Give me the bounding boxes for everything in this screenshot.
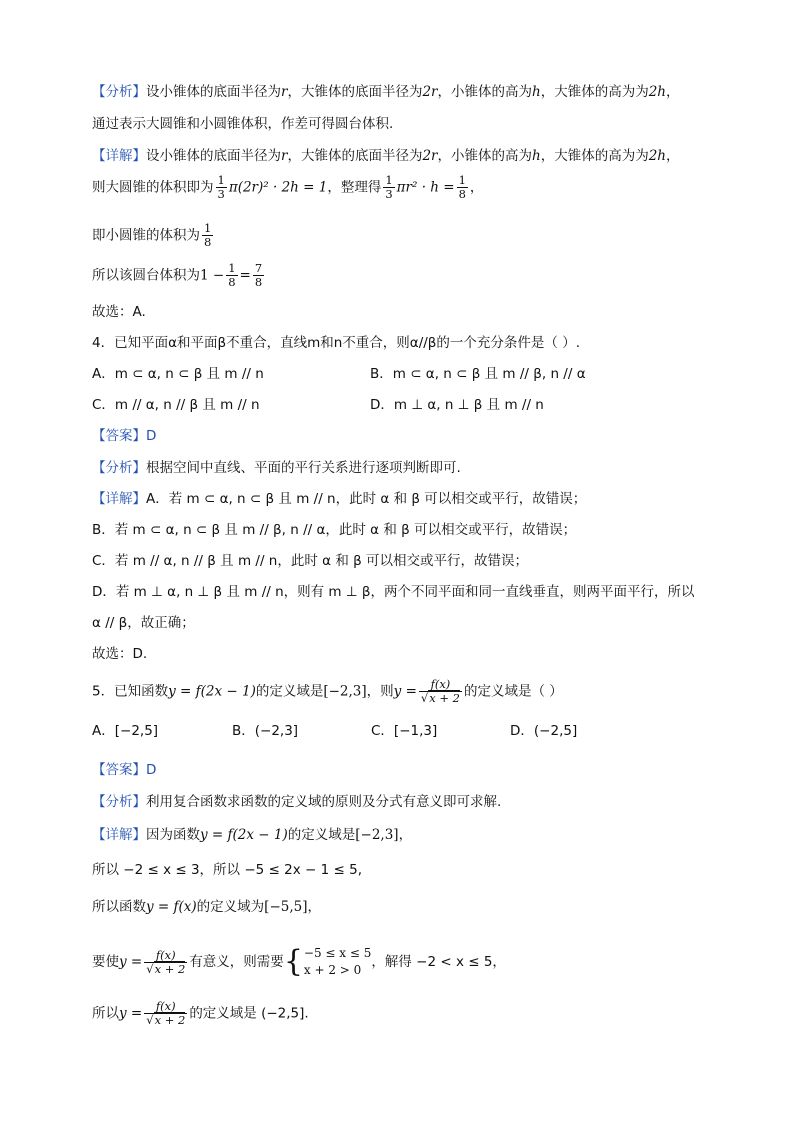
inequality-system (304, 945, 371, 979)
q5-detail4-prefix: 要使 (92, 954, 119, 970)
q3-detail-line4-text: 所以该圆台体积为 (92, 267, 200, 284)
q5-detail3-end: ， (307, 899, 321, 915)
q4-detail-a (92, 489, 586, 509)
var-h: h (532, 148, 541, 164)
q3-detail-text: 设小锥体的底面半径为 (146, 148, 281, 164)
q5-function: y = f(2x − 1) (168, 683, 256, 700)
q5-y: y = (119, 954, 143, 970)
q4-analysis-text: 根据空间中直线、平面的平行关系进行逐项判断即可. (146, 460, 461, 476)
fraction-one-third: $\frac{1}{3}$ (217, 173, 225, 201)
fraction-one-third: $\frac{1}{3}$ (385, 173, 393, 201)
q4-option-c: C．m // α, n // β 且 m // n (92, 397, 260, 413)
analysis-tag: 【分析】 (92, 794, 146, 810)
analysis-tag: 【分析】 (92, 84, 146, 100)
var-2r: 2r (422, 84, 438, 100)
q3-detail-line2-mid: ，整理得 (327, 179, 382, 196)
q3-analysis-line (92, 82, 680, 102)
q5-detail-4 (92, 945, 506, 979)
q5-detail1-end: ， (398, 827, 413, 843)
q5-domain: [−2,3] (355, 827, 399, 843)
q4-detail-d: D．若 m ⊥ α, n ⊥ β 且 m // n，则有 m ⊥ β，两个不同平面和同一直线垂直，则两平面平行，所以 (92, 584, 695, 600)
q5-detail-2: 所以 −2 ≤ x ≤ 3，所以 −5 ≤ 2x − 1 ≤ 5, (92, 862, 362, 878)
q4-option-a: A．m ⊂ α, n ⊂ β 且 m // n (92, 366, 264, 382)
var-2r: 2r (422, 148, 438, 164)
var-r: r (281, 148, 288, 164)
fraction-fx-sqrt: $\frac{f(x)}{√x + 2}$ (146, 999, 186, 1027)
q3-detail-line2: 则大圆锥的体积即为 $\frac{1}{3}$ π(2r)² · 2h = 1，整理得 $\frac{1}{3}$ πr² · h = $\frac{1}{8}$ ， (92, 173, 484, 201)
fraction-denominator: x + 2 (154, 961, 186, 976)
q3-detail-mid3: ，大锥体的高为为 (540, 148, 649, 164)
q5-detail3-domain: [−5,5] (264, 899, 308, 915)
fraction-denominator: x + 2 (154, 1013, 186, 1027)
q4-stem: 4．已知平面α和平面β不重合，直线m和n不重合，则α//β的一个充分条件是（ ）. (92, 335, 581, 351)
fraction-fx-sqrt: $\frac{f(x)}{√x + 2}$ (146, 947, 186, 976)
q3-detail-line3 (92, 222, 215, 249)
detail-tag: 【详解】 (92, 148, 146, 164)
fraction-fx-sqrt: $\frac{f(x)}{√x + 2}$ (420, 677, 460, 705)
q3-detail-line3-text: 即小圆锥的体积为 (92, 227, 200, 244)
q3-detail-mid2: ，小锥体的高为 (437, 148, 533, 164)
q5-detail4-end: ，解得 −2 < x ≤ 5， (371, 954, 506, 970)
q4-choose: 故选：D. (92, 646, 148, 662)
small-cone-expr: πr² · h = (396, 179, 455, 196)
var-r: r (281, 84, 288, 100)
fraction-denominator: x + 2 (429, 691, 460, 705)
q5-option-b: B．(−2,3] (232, 723, 299, 739)
q5-analysis (92, 792, 501, 812)
q5-detail1-prefix: 因为函数 (146, 827, 200, 843)
system-line-2: x + 2 > 0 (303, 963, 362, 977)
detail-tag: 【详解】 (92, 491, 146, 507)
fraction-one-eighth: $\frac{1}{8}$ (228, 261, 236, 289)
q5-detail3-mid: 的定义域为 (196, 899, 265, 915)
q5-y: y = (119, 1005, 143, 1022)
q5-stem-mid: 的定义域是 (255, 683, 324, 700)
var-2h: 2h (648, 148, 667, 164)
q5-domain: [−2,3] (323, 683, 367, 700)
q5-detail-3 (92, 897, 321, 917)
fraction-numerator: f(x) (144, 949, 187, 963)
analysis-tag: 【分析】 (92, 460, 146, 476)
q5-stem-end: 的定义域是（ ） (463, 683, 563, 700)
q3-detail-line4: 所以该圆台体积为1 − $\frac{1}{8}$ = $\frac{7}{8}$ (92, 261, 263, 289)
q3-analysis-mid3: ，大锥体的高为为 (540, 84, 649, 100)
big-cone-volume-expr: π(2r)² · 2h = 1 (228, 179, 328, 196)
fraction-numerator: f(x) (419, 678, 462, 692)
q5-detail-1 (92, 825, 412, 845)
var-2h: 2h (648, 84, 667, 100)
q3-analysis-mid2: ，小锥体的高为 (437, 84, 533, 100)
fraction-one-eighth: $\frac{1}{8}$ (204, 221, 212, 249)
q5-option-a: A．[−2,5] (92, 723, 159, 739)
answer-text: 【答案】D (92, 428, 157, 444)
answer-text: 【答案】D (92, 762, 157, 778)
q3-detail-mid1: ，大锥体的底面半径为 (287, 148, 423, 164)
fraction-one-eighth: $\frac{1}{8}$ (458, 173, 466, 201)
q3-analysis-line2: 通过表示大圆锥和小圆锥体积，作差可得圆台体积. (92, 116, 394, 132)
q5-stem-mid2: ，则 (366, 683, 394, 700)
q5-stem-prefix: 5．已知函数 (92, 683, 169, 700)
q4-answer (92, 426, 156, 446)
fraction-numerator: f(x) (144, 1000, 187, 1014)
q5-detail-5 (92, 1000, 309, 1027)
q5-detail4-mid: 有意义，则需要 (189, 954, 284, 970)
q5-y: y = (393, 683, 417, 700)
q5-option-d: D．(−2,5] (510, 723, 578, 739)
q3-analysis-text: 设小锥体的底面半径为 (146, 84, 281, 100)
q5-detail5-end: 的定义域是 (−2,5]. (189, 1005, 309, 1022)
q5-option-c: C．[−1,3] (371, 723, 438, 739)
q5-function: y = f(2x − 1) (200, 827, 288, 843)
q5-detail5-prefix: 所以 (92, 1005, 119, 1022)
q3-detail-end: ， (666, 148, 680, 164)
q5-detail1-mid: 的定义域是 (287, 827, 356, 843)
detail-tag: 【详解】 (92, 827, 146, 843)
q4-detail-d2: α // β，故正确； (92, 615, 195, 631)
q4-option-b: B．m ⊂ α, n ⊂ β 且 m // β, n // α (370, 366, 586, 382)
q3-analysis-end: ， (666, 84, 680, 100)
q4-analysis (92, 458, 461, 478)
left-brace: { (283, 944, 303, 979)
fraction-seven-eighths: $\frac{7}{8}$ (254, 261, 263, 289)
q5-detail3-function: y = f(x) (146, 899, 197, 915)
q5-detail3-prefix: 所以函数 (92, 899, 146, 915)
q5-analysis-text: 利用复合函数求函数的定义域的原则及分式有意义即可求解. (146, 794, 502, 810)
var-h: h (532, 84, 541, 100)
q4-option-d: D．m ⊥ α, n ⊥ β 且 m // n (370, 397, 544, 413)
q4-detail-b: B．若 m ⊂ α, n ⊂ β 且 m // β, n // α，此时 α 和 β 可以相交或平行，故错误； (92, 522, 577, 538)
q4-detail-a-text: A．若 m ⊂ α, n ⊂ β 且 m // n，此时 α 和 β 可以相交或平行，故错误； (146, 491, 587, 507)
q5-answer (92, 760, 156, 780)
q3-detail-line (92, 146, 680, 166)
q5-stem (92, 678, 563, 705)
system-line-1: −5 ≤ x ≤ 5 (303, 946, 372, 960)
q4-detail-c: C．若 m // α, n // β 且 m // n，此时 α 和 β 可以相交或平行，故错误； (92, 553, 529, 569)
q3-choose: 故选：A. (92, 304, 146, 320)
q3-analysis-mid1: ，大锥体的底面半径为 (287, 84, 423, 100)
q3-detail-line2-prefix: 则大圆锥的体积即为 (92, 179, 214, 196)
